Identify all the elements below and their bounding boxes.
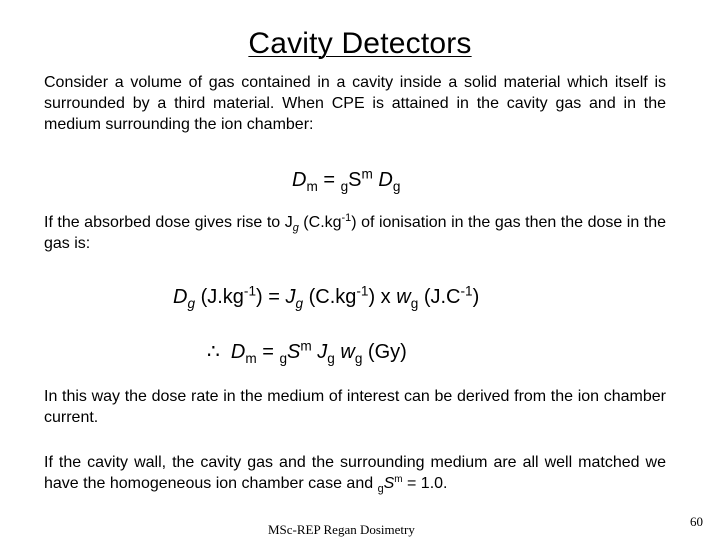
equation-dose-medium: $D_m = _gS^m$ $D_g$: [292, 166, 401, 194]
footer-text: MSc-REP Regan Dosimetry: [268, 522, 415, 537]
intro-paragraph: Consider a volume of gas contained in a cavity inside a solid material which itself is surrounded by a third material. When CPE is attained in the cavity gas and in the medium surrounding the ion chamber:: [44, 74, 666, 133]
equation-dose-result: ∴ $D_m = _gS^m$ $J_g$ $w_g$ (Gy): [207, 338, 407, 366]
dose-rate-paragraph: In this way the dose rate in the medium of interest can be derived from the ion chamber current.: [44, 388, 666, 426]
homogeneous-paragraph: If the cavity wall, the cavity gas and the surrounding medium are all well matched we have the homogeneous ion chamber case and $_gS^m = 1.0$.: [44, 454, 666, 495]
page-number: 60: [690, 514, 703, 529]
absorbed-dose-paragraph: If the absorbed dose gives rise to $J_g$ $(C.kg^{-1})$ of ionisation in the gas then the dose in the gas is:: [44, 212, 667, 252]
therefore-symbol: ∴: [207, 341, 220, 363]
slide-title: Cavity Detectors: [248, 27, 472, 60]
equation-dose-gas: $D_g$ $(J.kg^{-1}) = J_g$ $(C.kg^{-1})$ x $w_g$ $(J.C^{-1})$: [173, 283, 480, 311]
